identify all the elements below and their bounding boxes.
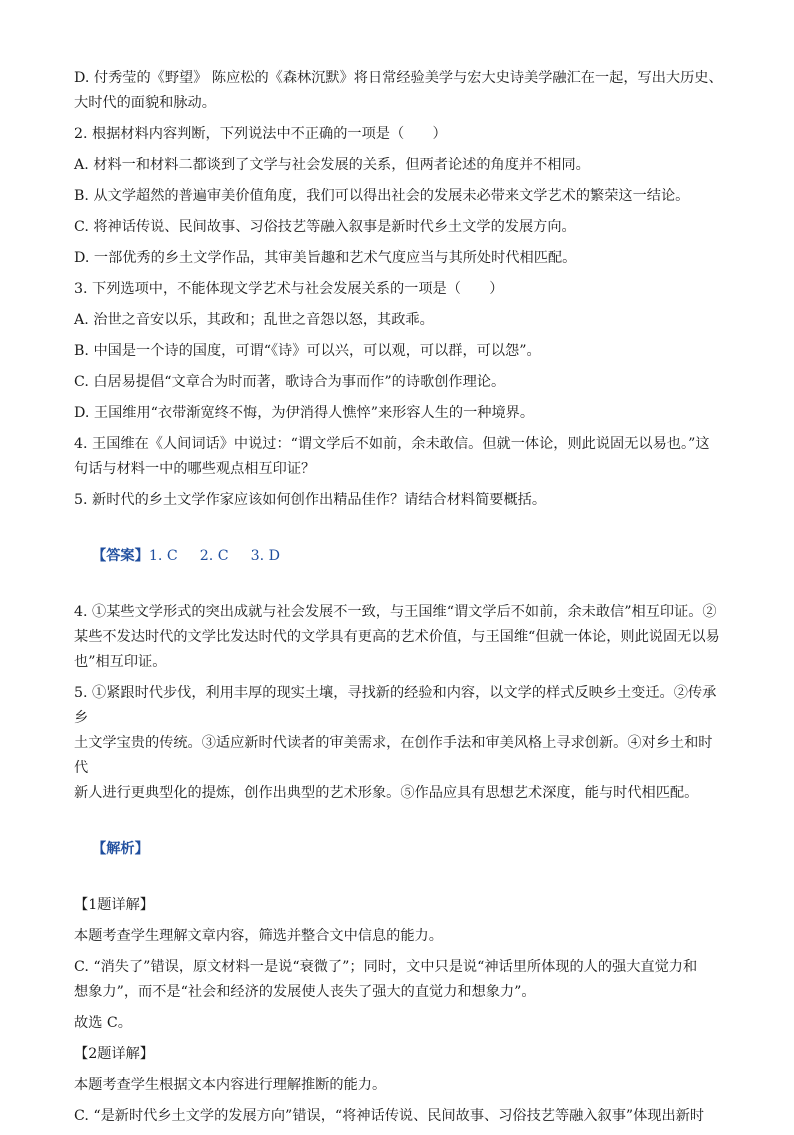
option-d-line-2: 大时代的面貌和脉动。 [74,95,216,111]
analysis-q1-line-1: C. “消失了”错误，原文材料一是说“衰微了”；同时，文中只是说“神话里所体现的人的强大直觉力和 [74,959,698,975]
answer-row [74,519,724,594]
analysis-q1-line-2: 想象力”，而不是“社会和经济的发展使人丧失了强大的直觉力和想象力”。 [74,984,536,1000]
question-3-option-b: B. 中国是一个诗的国度，可谓“《诗》可以兴，可以观，可以群，可以怨”。 [74,343,541,359]
question-2-option-a: A. 材料一和材料二都谈到了文学与社会发展的关系，但两者论述的角度并不相同。 [74,157,590,173]
question-5: 5. 新时代的乡土文学作家应该如何创作出精品佳作？请结合材料简要概括。 [74,492,547,508]
answer-item: 2. C [199,548,229,564]
analysis-label: 【解析】 [92,841,149,857]
answer-item: 1. C [148,548,178,564]
document-page [74,66,724,1135]
question-4-line-1: 4. 王国维在《人间词话》中说过：“谓文学后不如前，余未敢信。但就一体论，则此说固无以易也。”这 [74,436,710,452]
answer-item: 3. D [250,548,281,564]
analysis-q2-intro: 本题考查学生根据文本内容进行理解推断的能力。 [74,1077,387,1093]
answer-5-line-3: 新人进行更典型化的提炼，创作出典型的艺术形象。⑤作品应具有思想艺术深度，能与时代相匹配。 [74,785,699,801]
question-2-option-d: D. 一部优秀的乡土文学作品，其审美旨趣和艺术气度应当与其所处时代相匹配。 [74,250,577,266]
analysis-heading [74,812,724,887]
question-3: 3. 下列选项中，不能体现文学艺术与社会发展关系的一项是（ ） [74,281,504,297]
question-2-option-b: B. 从文学超然的普遍审美价值角度，我们可以得出社会的发展未必带来文学艺术的繁荣这一结论。 [74,188,690,204]
analysis-q1-intro: 本题考查学生理解文章内容，筛选并整合文中信息的能力。 [74,928,443,944]
analysis-q1-heading: 【1题详解】 [74,897,154,913]
analysis-q1-conclusion: 故选 C。 [74,1015,132,1031]
answer-4-line-2: 某些不发达时代的文学比发达时代的文学具有更高的艺术价值，与王国维“但就一体论，则此说固无以易 [74,629,720,645]
answer-5-line-1: 5. ①紧跟时代步伐，利用丰厚的现实土壤，寻找新的经验和内容，以文学的样式反映乡土变迁。②传承乡 [74,685,717,726]
option-d-line-1: D. 付秀莹的《野望》 陈应松的《森林沉默》将日常经验美学与宏大史诗美学融汇在一起，写出大历史、 [74,70,723,86]
answer-4-line-1: 4. ①某些文学形式的突出成就与社会发展不一致，与王国维“谓文学后不如前，余未敢信”相互印证。② [74,604,717,620]
analysis-q2-line-1: C. “是新时代乡土文学的发展方向”错误，“将神话传说、民间故事、习俗技艺等融入叙事”体现出新时 [74,1108,705,1124]
answer-4-line-3: 也”相互印证。 [74,654,167,670]
question-3-option-a: A. 治世之音安以乐，其政和；乱世之音怨以怒，其政乖。 [74,312,434,328]
question-2-option-c: C. 将神话传说、民间故事、习俗技艺等融入叙事是新时代乡土文学的发展方向。 [74,219,576,235]
question-4-line-2: 句话与材料一中的哪些观点相互印证？ [74,461,316,477]
question-3-option-c: C. 白居易提倡“文章合为时而著，歌诗合为事而作”的诗歌创作理论。 [74,374,506,390]
question-2: 2. 根据材料内容判断，下列说法中不正确的一项是（ ） [74,126,447,142]
question-3-option-d: D. 王国维用“衣带渐宽终不悔，为伊消得人憔悴”来形容人生的一种境界。 [74,405,535,421]
analysis-q2-heading: 【2题详解】 [74,1046,154,1062]
answer-label: 【答案】 [92,548,149,564]
answer-5-line-2: 土文学宝贵的传统。③适应新时代读者的审美需求，在创作手法和审美风格上寻求创新。④对乡土和时代 [74,735,713,776]
